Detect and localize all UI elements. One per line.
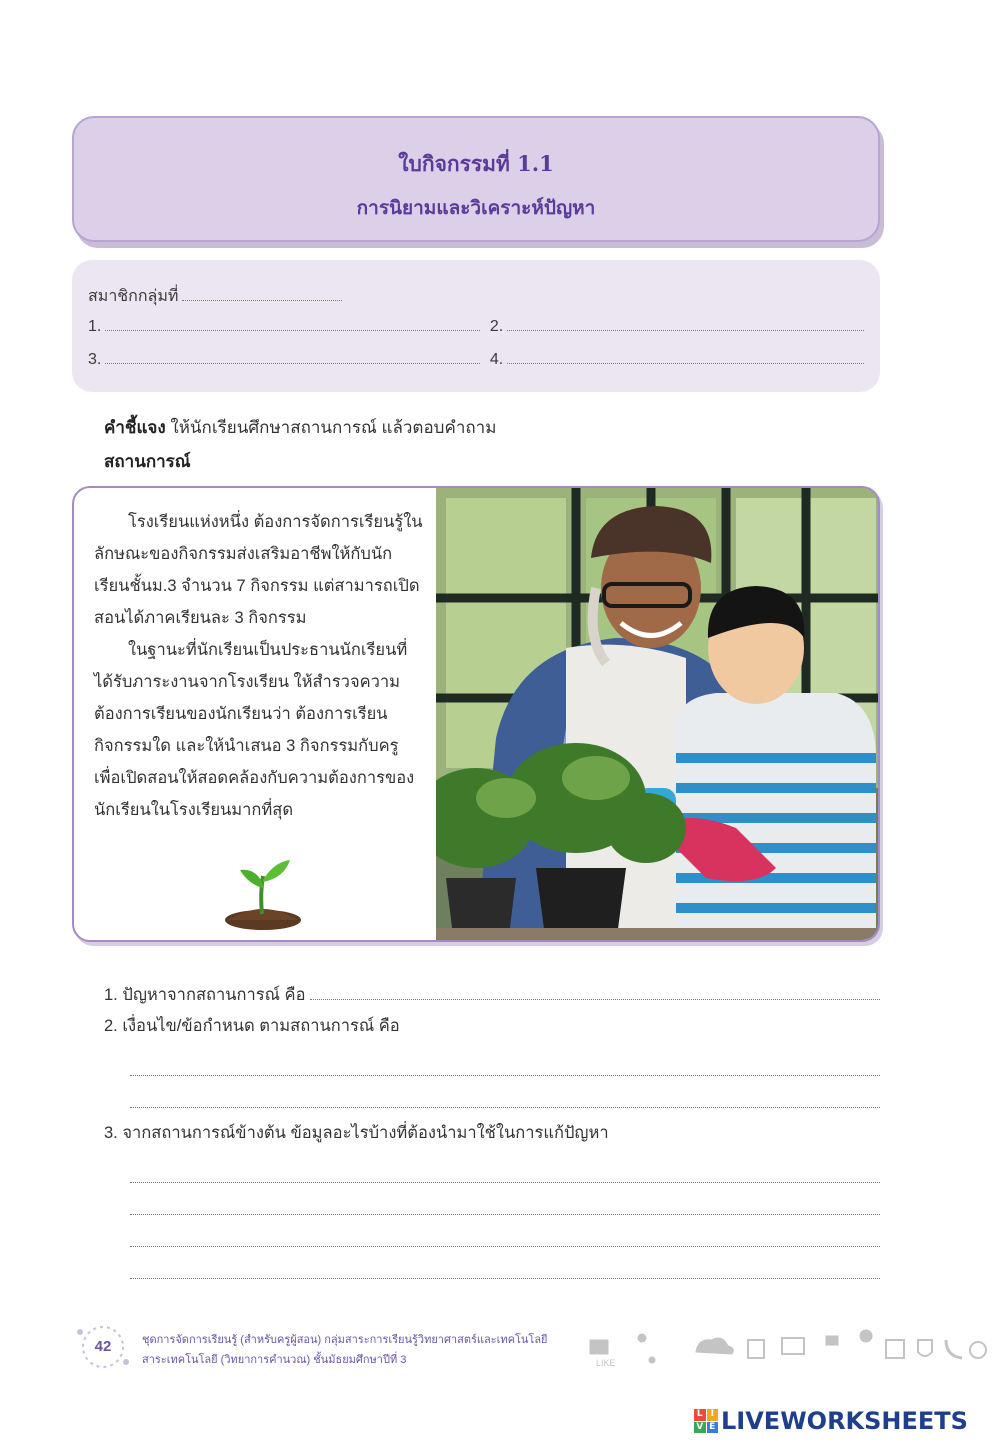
mark-letter-e: E: [707, 1422, 719, 1434]
instruction-text: ให้นักเรียนศึกษาสถานการณ์ แล้วตอบคำถาม: [165, 418, 497, 437]
liveworksheets-logo: [694, 1404, 968, 1438]
mark-letter-i: I: [707, 1409, 719, 1421]
instruction-line: [104, 414, 496, 441]
chat-icon: [782, 1338, 804, 1354]
question-3-answer-line-4[interactable]: [130, 1247, 880, 1279]
member-1-field[interactable]: [105, 317, 480, 331]
footer-decorative-icons: [586, 1326, 990, 1370]
scenario-text: [94, 506, 424, 826]
page-number-badge: [70, 1324, 136, 1370]
group-members-box: [72, 260, 880, 392]
footer-citation: [142, 1330, 548, 1370]
question-3-text: 3. จากสถานการณ์ข้างต้น ข้อมูลอะไรบ้างที่ต้องนำมาใช้ในการแก้ปัญหา: [104, 1124, 609, 1142]
lock-icon: [860, 1330, 872, 1342]
activity-subtitle: การนิยามและวิเคราะห์ปัญหา: [356, 197, 596, 219]
member-4-field[interactable]: [507, 350, 864, 364]
question-1: [104, 982, 880, 1013]
members-row-2: [88, 350, 864, 383]
question-3: [104, 1120, 880, 1151]
group-number-row: [88, 284, 864, 317]
members-row-1: [88, 317, 864, 350]
question-1-text: 1. ปัญหาจากสถานการณ์ คือ: [104, 986, 306, 1004]
footer-line-1: ชุดการจัดการเรียนรู้ (สำหรับครูผู้สอน) กลุ่มสาระการเรียนรู้วิทยาศาสตร์และเทคโนโลยี: [142, 1334, 548, 1346]
activity-title: ใบกิจกรรมที่ 1.1: [398, 151, 554, 176]
liveworksheets-mark-icon: [694, 1409, 718, 1433]
user-icon: [638, 1334, 646, 1342]
question-2: [104, 1013, 880, 1044]
question-3-answer-line-2[interactable]: [130, 1183, 880, 1215]
document-icon: [748, 1340, 764, 1358]
page-footer: [70, 1322, 990, 1374]
member-2-label: 2.: [489, 318, 504, 335]
message-icon: [826, 1336, 838, 1345]
scenario-paragraph-1: โรงเรียนแห่งหนึ่ง ต้องการจัดการเรียนรู้ในลักษณะของกิจกรรมส่งเสริมอาชีพให้กับนักเรียนชั้นม.3 จำนวน 7 กิจกรรม แต่สามารถเปิดสอนได้ภาคเรียนละ 3 กิจกรรม: [94, 513, 423, 627]
question-2-answer-line-1[interactable]: [130, 1044, 880, 1076]
question-2-text: 2. เงื่อนไข/ข้อกำหนด ตามสถานการณ์ คือ: [104, 1017, 400, 1035]
member-3-label: 3.: [88, 351, 102, 368]
footer-line-2: สาระเทคโนโลยี (วิทยาการคำนวณ) ชั้นมัธยมศึกษาปีที่ 3: [142, 1354, 407, 1366]
mark-letter-l: L: [694, 1409, 706, 1421]
mark-letter-v: V: [694, 1422, 706, 1434]
questions-section: [104, 982, 880, 1279]
sprout-icon: [218, 854, 308, 930]
situation-heading: สถานการณ์: [104, 452, 191, 471]
question-2-answer-line-2[interactable]: [130, 1076, 880, 1108]
cloud-icon: [696, 1338, 733, 1354]
member-4-label: 4.: [489, 351, 504, 368]
group-number-field[interactable]: [182, 287, 342, 301]
activity-title-box: [72, 116, 880, 242]
like-icon: [590, 1340, 608, 1354]
member-2-field[interactable]: [507, 317, 864, 331]
like-icon-label: LIKE: [596, 1358, 616, 1368]
question-3-answer-line-3[interactable]: [130, 1215, 880, 1247]
scenario-paragraph-2: ในฐานะที่นักเรียนเป็นประธานนักเรียนที่ได้รับภาระงานจากโรงเรียน ให้สำรวจความต้องการเรียนของนักเรียนว่า ต้องการเรียนกิจกรรมใด และให้นำเสนอ 3 กิจกรรมกับครูเพื่อเปิดสอนให้สอดคล้องกับความต้องการของนักเรียนในโรงเรียนมากที่สุด: [94, 641, 415, 819]
shield-icon: [918, 1340, 932, 1356]
member-3-field[interactable]: [105, 350, 480, 364]
phone-icon: [946, 1340, 962, 1358]
group-number-label: สมาชิกกลุ่มที่: [88, 288, 179, 305]
instruction-label: คำชี้แจง: [104, 418, 166, 437]
liveworksheets-wordmark: LIVEWORKSHEETS: [721, 1407, 968, 1435]
clock-icon: [970, 1342, 986, 1358]
teacher-child-gardening-photo: [436, 488, 880, 942]
question-3-answer-line-1[interactable]: [130, 1151, 880, 1183]
page-number: 42: [94, 1338, 112, 1355]
question-1-answer-field[interactable]: [310, 986, 880, 1000]
member-1-label: 1.: [88, 318, 102, 335]
scenario-box: [72, 486, 880, 942]
settings-icon: [886, 1340, 904, 1358]
